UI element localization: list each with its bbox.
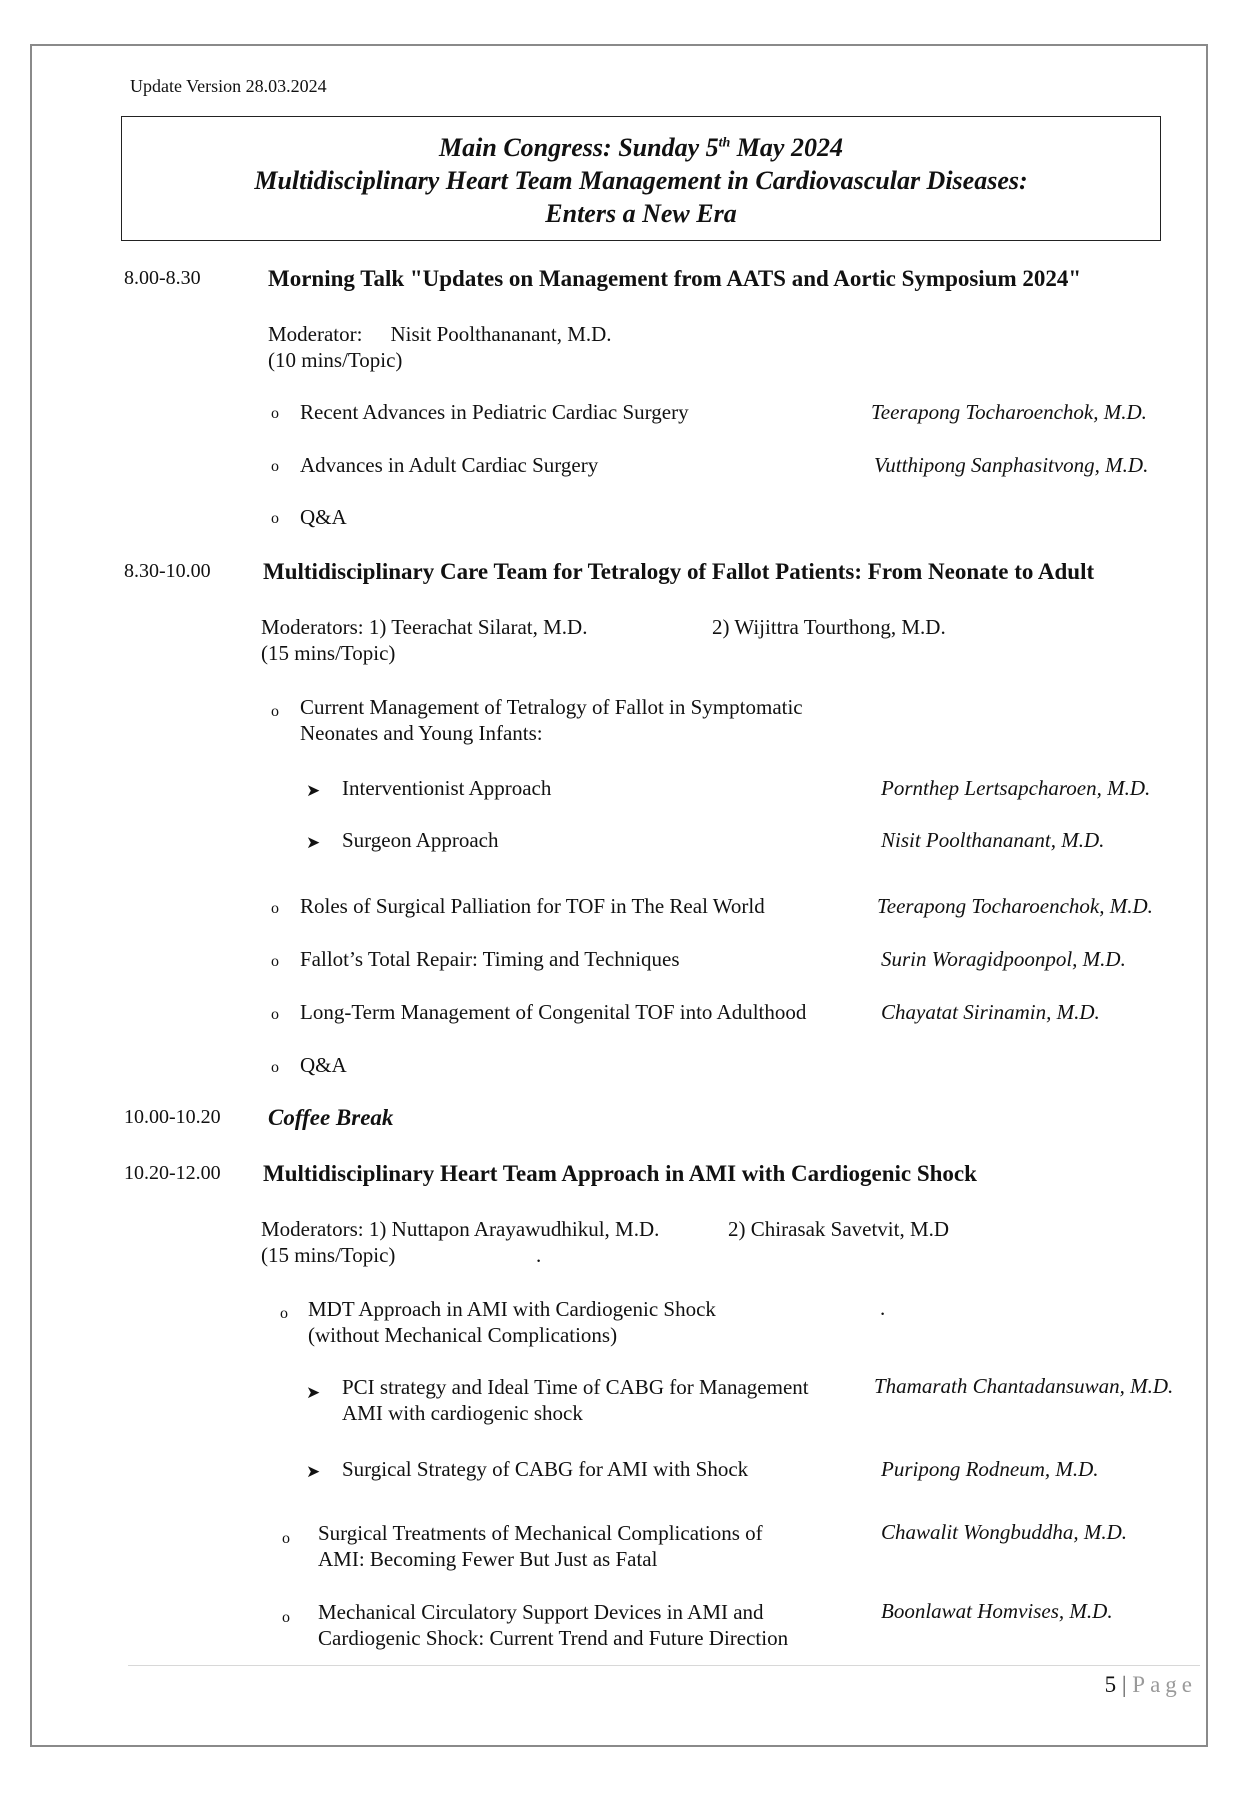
topic: Roles of Surgical Palliation for TOF in The Real World [300, 894, 765, 918]
subtopic: Surgeon Approach [342, 828, 499, 852]
session-time: 8.30-10.00 [124, 560, 211, 582]
arrow-bullet-icon: ➤ [306, 1383, 321, 1402]
speaker: Teerapong Tocharoenchok, M.D. [877, 894, 1153, 918]
session-time: 10.20-12.00 [124, 1162, 221, 1184]
subtopic: PCI strategy and Ideal Time of CABG for Management AMI with cardiogenic shock [342, 1375, 809, 1425]
session-time: 8.00-8.30 [124, 267, 201, 289]
topic-duration: (15 mins/Topic) [261, 1243, 396, 1267]
topic-duration: (15 mins/Topic) [261, 641, 396, 665]
arrow-bullet-icon: ➤ [306, 833, 321, 852]
speaker: Nisit Poolthananant, M.D. [881, 828, 1105, 852]
bullet-circle: o [280, 1305, 288, 1322]
title-box [121, 116, 1161, 241]
moderator-line: Moderator: Nisit Poolthananant, M.D. [268, 322, 612, 346]
bullet-circle: o [271, 900, 279, 917]
title-line-3: Enters a New Era [545, 199, 737, 228]
session-title: Multidisciplinary Heart Team Approach in AMI with Cardiogenic Shock [263, 1161, 977, 1186]
bullet-circle: o [271, 703, 279, 720]
moderator-line: Moderators: 1) Teerachat Silarat, M.D. [261, 615, 588, 639]
bullet-circle: o [271, 953, 279, 970]
bullet-circle: o [271, 1059, 279, 1076]
session-title: Multidisciplinary Care Team for Tetralogy of Fallot Patients: From Neonate to Adult [263, 559, 1095, 584]
update-version: Update Version 28.03.2024 [130, 76, 327, 96]
topic: Current Management of Tetralogy of Fallot in Symptomatic Neonates and Young Infants: [300, 695, 803, 745]
speaker: Boonlawat Homvises, M.D. [881, 1599, 1113, 1623]
topic: Long-Term Management of Congenital TOF into Adulthood [300, 1000, 807, 1024]
moderator-2: 2) Wijittra Tourthong, M.D. [712, 615, 946, 639]
arrow-bullet-icon: ➤ [306, 781, 321, 800]
speaker: Chawalit Wongbuddha, M.D. [881, 1520, 1127, 1544]
topic-duration: (10 mins/Topic) [268, 348, 403, 372]
page-number: 5 | Page [1104, 1672, 1197, 1697]
topic: Advances in Adult Cardiac Surgery [300, 453, 599, 477]
session-time: 10.00-10.20 [124, 1106, 221, 1128]
moderator-line: Moderators: 1) Nuttapon Arayawudhikul, M.D. [261, 1217, 660, 1241]
bullet-circle: o [271, 1006, 279, 1023]
speaker: Vutthipong Sanphasitvong, M.D. [874, 453, 1149, 477]
bullet-circle: o [271, 458, 279, 475]
topic: Surgical Treatments of Mechanical Complications of AMI: Becoming Fewer But Just as Fatal [318, 1521, 763, 1571]
title-line-1: Main Congress: Sunday 5th May 2024 [439, 133, 843, 162]
speaker: Thamarath Chantadansuwan, M.D. [874, 1374, 1174, 1398]
coffee-break: Coffee Break [268, 1105, 394, 1130]
session-title: Morning Talk "Updates on Management from AATS and Aortic Symposium 2024" [268, 266, 1082, 291]
moderator-2: 2) Chirasak Savetvit, M.D [728, 1217, 950, 1241]
bullet-circle: o [282, 1609, 290, 1626]
stray-dot: . [536, 1243, 542, 1267]
stray-dot: . [880, 1296, 886, 1320]
speaker: Puripong Rodneum, M.D. [881, 1457, 1099, 1481]
bullet-circle: o [271, 405, 279, 422]
topic: MDT Approach in AMI with Cardiogenic Shock (without Mechanical Complications) [308, 1297, 716, 1347]
title-line-2: Multidisciplinary Heart Team Management in Cardiovascular Diseases: [254, 166, 1028, 195]
speaker: Surin Woragidpoonpol, M.D. [881, 947, 1126, 971]
speaker: Teerapong Tocharoenchok, M.D. [871, 400, 1147, 424]
subtopic: Surgical Strategy of CABG for AMI with Shock [342, 1457, 749, 1481]
topic: Q&A [300, 505, 347, 529]
arrow-bullet-icon: ➤ [306, 1462, 321, 1481]
topic: Q&A [300, 1053, 347, 1077]
speaker: Pornthep Lertsapcharoen, M.D. [881, 776, 1151, 800]
speaker: Chayatat Sirinamin, M.D. [881, 1000, 1100, 1024]
topic: Mechanical Circulatory Support Devices in AMI and Cardiogenic Shock: Current Trend and Future Direction [318, 1600, 789, 1650]
footer-divider [128, 1665, 1200, 1666]
topic: Recent Advances in Pediatric Cardiac Surgery [300, 400, 689, 424]
subtopic: Interventionist Approach [342, 776, 552, 800]
bullet-circle: o [282, 1530, 290, 1547]
topic: Fallot’s Total Repair: Timing and Techniques [300, 947, 680, 971]
bullet-circle: o [271, 510, 279, 527]
